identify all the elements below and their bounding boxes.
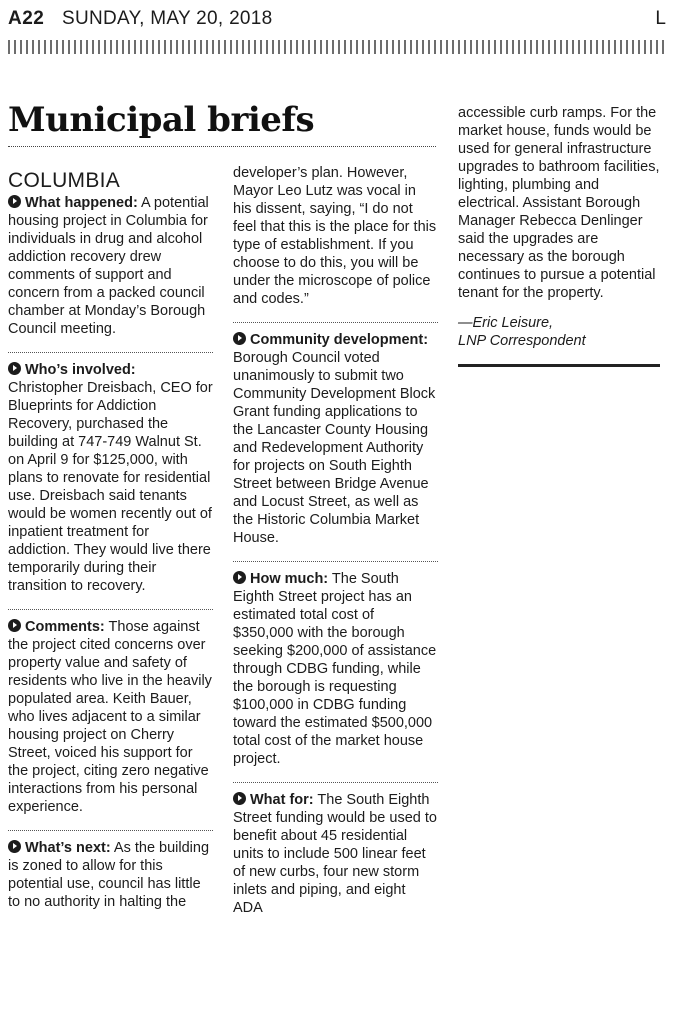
continued-text: accessible curb ramps. For the market house, funds would be used for general infrastructure upgrades to bathroom facilities, lighting, plumbing and electrical. Assistant Borough Manager Rebecca Denlinger said the upgrades are necessary as the borough continues to pursue a potential tenant for the property. xyxy=(458,105,660,301)
brief-text: Borough Council voted unanimously to submit two Community Development Block Grant funding applications to the Lancaster County Housing and Redevelopment Authority for projects on South Eighth Street between Bridge Avenue and Locust Street, as well as the Historic Columbia Market House. xyxy=(233,350,436,546)
page-date: SUNDAY, MAY 20, 2018 xyxy=(62,8,273,29)
byline-role: LNP Correspondent xyxy=(458,333,586,349)
separator xyxy=(233,561,438,562)
separator xyxy=(8,609,213,610)
continued-text: developer’s plan. However, Mayor Leo Lutz was vocal in his dissent, saying, “I do not feel that this is the place for this type of establishment. If you choose to do this, you will be under the microscope of police and codes.” xyxy=(233,165,437,307)
brief-community-development xyxy=(233,331,438,555)
brief-label: Comments: xyxy=(25,619,105,635)
brief-label: What happened: xyxy=(25,195,138,211)
circle-arrow-icon xyxy=(8,619,21,632)
separator xyxy=(233,782,438,783)
column-2 xyxy=(233,164,438,925)
column-3 xyxy=(458,104,663,367)
brief-label: Community development: xyxy=(250,332,429,348)
brief-text: The South Eighth Street funding would be used to benefit about 45 residential units to include 500 linear feet of new curbs, four new storm inlets and piping, and eight ADA xyxy=(233,792,437,916)
brief-label: Who’s involved: xyxy=(25,362,136,378)
circle-arrow-icon xyxy=(233,571,246,584)
brief-what-for xyxy=(233,791,438,925)
brief-text: As the building is zoned to allow for this potential use, council has little to no authority in halting the xyxy=(8,840,210,910)
brief-whats-next xyxy=(8,839,213,919)
brief-text: Those against the project cited concerns over property value and safety of residents who live in the heavily populated area. Keith Bauer, who lives adjacent to a similar housing project on Cherry Street, voiced his support for the project, citing zero negative interactions from his personal experience. xyxy=(8,619,212,815)
page-number: A22 xyxy=(8,8,45,29)
column-1 xyxy=(8,169,213,919)
brief-label: What’s next: xyxy=(25,840,111,856)
circle-arrow-icon xyxy=(8,195,21,208)
separator xyxy=(233,322,438,323)
brief-text: The South Eighth Street project has an estimated total cost of $350,000 with the borough seeking $200,000 of assistance through CDBG funding, while the borough is requesting $100,000 in CDBG funding toward the estimated $500,000 total cost of the market house project. xyxy=(233,571,437,767)
circle-arrow-icon xyxy=(233,792,246,805)
brief-whos-involved xyxy=(8,361,213,603)
brief-text: A potential housing project in Columbia for individuals in drug and alcohol addiction recovery drew comments of support and concern from a packed council chamber at Monday’s Borough Council meeting. xyxy=(8,195,209,337)
end-rule xyxy=(458,364,660,367)
circle-arrow-icon xyxy=(8,362,21,375)
byline xyxy=(458,314,663,350)
brief-comments xyxy=(8,618,213,824)
town-heading: COLUMBIA xyxy=(8,169,121,192)
brief-continuation xyxy=(233,164,438,316)
circle-arrow-icon xyxy=(8,840,21,853)
section-letter: L xyxy=(655,8,666,29)
separator xyxy=(8,830,213,831)
headline-rule xyxy=(8,146,436,147)
separator xyxy=(8,352,213,353)
page-header xyxy=(8,6,668,32)
header-ruler xyxy=(8,40,666,54)
byline-name: —Eric Leisure, xyxy=(458,315,554,331)
brief-text: Christopher Dreisbach, CEO for Blueprints for Addiction Recovery, purchased the building at 747-749 Walnut St. on April 9 for $125,000, with plans to renovate for residential use. Dreisbach said tenants would be women recently out of inpatient treatment for addiction. They would live there temporarily during their transition to recovery. xyxy=(8,380,213,594)
brief-what-happened xyxy=(8,194,213,346)
circle-arrow-icon xyxy=(233,332,246,345)
brief-how-much xyxy=(233,570,438,776)
headline: Municipal briefs xyxy=(8,100,315,140)
brief-label: How much: xyxy=(250,571,329,587)
brief-label: What for: xyxy=(250,792,314,808)
